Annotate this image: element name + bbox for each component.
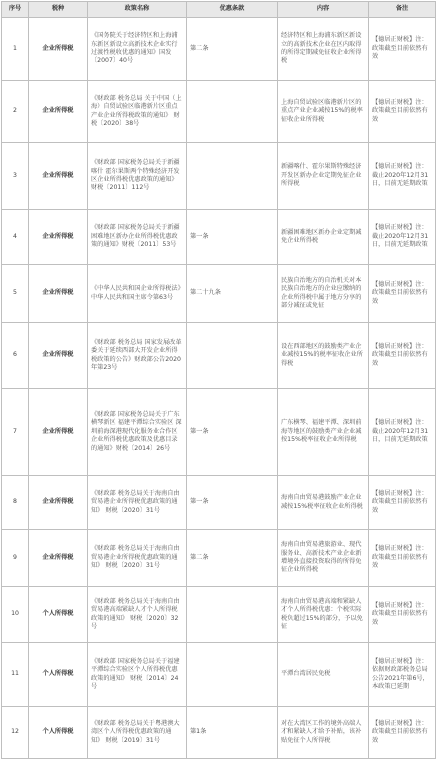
header-note: 备注 [369,2,436,18]
clause [187,587,278,643]
policy-name: 《财政部 国家税务总局关于新疆喀什 霍尔果斯两个特殊经济开发区企业所得税优惠政策的通知》 财税〔2011〕112号 [88,143,187,210]
row-number: 6 [2,323,29,389]
table-row [2,81,436,143]
content: 海南自由贸易港旅游业、现代服务业、高新技术产业企业新增境外直接投资取得的所得免征企业所得税 [278,530,369,587]
tax-type: 企业所得税 [29,476,88,530]
table-row [2,265,436,323]
policy-name: 《财政部 税务总局关于粤港澳大湾区个人所得税优惠政策的通知》 财税〔2019〕31号 [88,707,187,759]
table-row [2,18,436,81]
note: 【德居正财税】注：政策截至目前依然有效 [369,81,436,143]
row-number: 1 [2,18,29,81]
clause: 第一条 [187,476,278,530]
table-row [2,143,436,210]
clause: 第二条 [187,18,278,81]
note: 【德居正财税】注：截止2020年12月31日，目前无延期政策 [369,389,436,476]
clause: 第1条 [187,707,278,759]
tax-type: 企业所得税 [29,530,88,587]
header-content: 内容 [278,2,369,18]
clause: 第一条 [187,210,278,265]
row-number: 4 [2,210,29,265]
row-number: 12 [2,707,29,759]
tax-type: 企业所得税 [29,210,88,265]
tax-type: 个人所得税 [29,643,88,707]
note: 【德居正财税】注：政策截至目前依然有效 [369,323,436,389]
clause [187,81,278,143]
policy-name: 《财政部 国家税务总局关于广东横琴新区 福建平潭综合实验区 深圳前海深港现代化服务业合作区企业所得税优惠政策及优惠目录的通知》财税〔2014〕26号 [88,389,187,476]
note: 【德居正财税】注：政策截至目前依然有效 [369,530,436,587]
policy-name: 《财政部 税务总局关于海南自由贸易港高端紧缺人才个人所得税政策的通知》 财税〔2020〕32号 [88,587,187,643]
table-row [2,389,436,476]
content: 广东横琴、福建平潭、深圳前海等地区的鼓励类产业企业减按15%税率征收企业所得税 [278,389,369,476]
tax-type: 企业所得税 [29,265,88,323]
note: 【德居正财税】注：政策截至目前依然有效 [369,587,436,643]
tax-type: 个人所得税 [29,587,88,643]
content: 海南自由贸易港鼓励产业企业减按15%税率征收企业所得税 [278,476,369,530]
note: 【德居正财税】注：截止2020年12月31日，目前无延期政策 [369,210,436,265]
header-clause: 优惠条款 [187,2,278,18]
table-row [2,476,436,530]
clause: 第二十九条 [187,265,278,323]
row-number: 5 [2,265,29,323]
clause: 第二条 [187,530,278,587]
table-row [2,643,436,707]
row-number: 3 [2,143,29,210]
header-policy-name: 政策名称 [88,2,187,18]
policy-name: 《财政部 国家税务总局关于新疆困难地区新办企业所得税优惠政策的通知》财税〔2011〕53号 [88,210,187,265]
clause: 第一条 [187,389,278,476]
tax-type: 企业所得税 [29,323,88,389]
note: 【德居正财税】注：政策截至目前依然有效 [369,707,436,759]
note: 【德居正财税】注：政策截至目前依然有效 [369,476,436,530]
content: 新疆喀什、霍尔果斯特殊经济开发区新办企业定期免征企业所得税 [278,143,369,210]
content: 经济特区和上海浦东新区新设立的高新技术企业在区内取得的所得定期减免征收企业所得税 [278,18,369,81]
tax-type: 企业所得税 [29,18,88,81]
tax-type: 企业所得税 [29,81,88,143]
content: 新疆困难地区新办企业定期减免企业所得税 [278,210,369,265]
clause [187,143,278,210]
policy-name: 《财政部 税务总局关于海南自由贸易港企业所得税优惠政策的通知》 财税〔2020〕31号 [88,530,187,587]
tax-type: 企业所得税 [29,389,88,476]
content: 海南自由贸易港高端和紧缺人才个人所得税优惠：个税实际税负超过15%的部分，予以免征 [278,587,369,643]
note: 【德居正财税】注：截止2020年12月31日，目前无延期政策 [369,143,436,210]
policy-name: 《财政部 税务总局关于海南自由贸易港企业所得税优惠政策的通知》 财税〔2020〕31号 [88,476,187,530]
table-row [2,210,436,265]
table-row [2,587,436,643]
policy-name: 《财政部 税务总局 关于中国（上海）自贸试验区临港新片区重点产业企业所得税政策的通知》 财税〔2020〕38号 [88,81,187,143]
header-no: 序号 [2,2,29,18]
policy-name: 《财政部 税务总局 国家发展改革委关于延续西部大开发企业所得税政策的公告》财政部公告2020年第23号 [88,323,187,389]
row-number: 2 [2,81,29,143]
content: 对在大湾区工作的境外高端人才和紧缺人才给予补贴，该补贴免征个人所得税 [278,707,369,759]
tax-type: 个人所得税 [29,707,88,759]
clause [187,323,278,389]
content: 上海自贸试验区临港新片区的重点产业企业减按15%的税率征收企业所得税 [278,81,369,143]
row-number: 11 [2,643,29,707]
row-number: 9 [2,530,29,587]
row-number: 8 [2,476,29,530]
note: 【德居正财税】注：政策截至目前依然有效 [369,18,436,81]
row-number: 10 [2,587,29,643]
clause [187,643,278,707]
note: 【德居正财税】注：依据财政部税务总局公告2021年第6号，本政策已延期 [369,643,436,707]
table-row [2,530,436,587]
policy-name: 《中华人民共和国企业所得税法》中华人民共和国主席令第63号 [88,265,187,323]
table-row [2,707,436,759]
content: 平潭台湾居民免税 [278,643,369,707]
table-row [2,323,436,389]
policy-name: 《国务院关于经济特区和上海浦东新区新设立高新技术企业实行过渡性税收优惠的通知》国发〔2007〕40号 [88,18,187,81]
policy-table [1,1,436,759]
table-header-row [2,2,436,18]
note: 【德居正财税】注：政策截至目前依然有效 [369,265,436,323]
tax-type: 企业所得税 [29,143,88,210]
content: 设在西部地区的鼓励类产业企业减按15%的税率征收企业所得税 [278,323,369,389]
policy-name: 《财政部 国家税务总局关于福建平潭综合实验区个人所得税优惠政策的通知》 财税〔2014〕24号 [88,643,187,707]
content: 民族自治地方的自治机关对本民族自治地方的企业应缴纳的企业所得税中属于地方分享的部分减征或免征 [278,265,369,323]
row-number: 7 [2,389,29,476]
header-tax-type: 税种 [29,2,88,18]
